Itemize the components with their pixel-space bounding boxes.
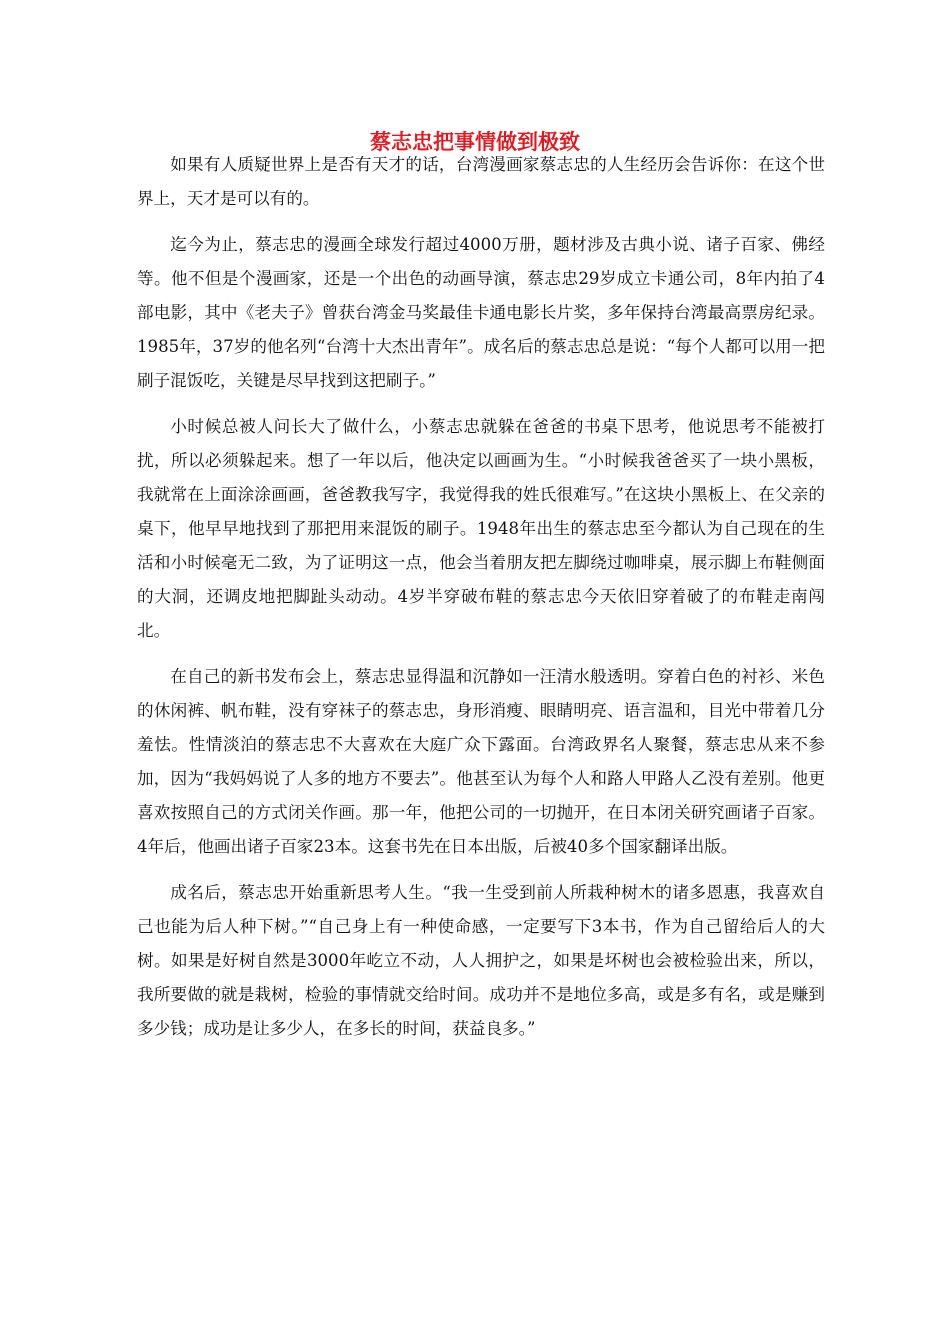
article-title: 蔡志忠把事情做到极致: [370, 129, 580, 154]
paragraph: 迄今为止，蔡志忠的漫画全球发行超过4000万册，题材涉及古典小说、诸子百家、佛经等。他不但是个漫画家，还是一个出色的动画导演，蔡志忠29岁成立卡通公司，8年内拍了4部电影，其中《老夫子》曾获台湾金马奖最佳卡通电影长片奖，多年保持台湾最高票房纪录。1985年，37岁的他名列“台湾十大杰出青年”。成名后的蔡志忠总是说：“每个人都可以用一把刷子混饭吃，关键是尽早找到这把刷子。”: [137, 235, 825, 390]
paragraph: 小时候总被人问长大了做什么，小蔡志忠就躲在爸爸的书桌下思考，他说思考不能被打扰，所以必须躲起来。想了一年以后，他决定以画画为生。“小时候我爸爸买了一块小黑板，我就常在上面涂涂画画，爸爸教我写字，我觉得我的姓氏很难写。”在这块小黑板上、在父亲的桌下，他早早地找到了那把用来混饭的刷子。1948年出生的蔡志忠至今都认为自己现在的生活和小时候毫无二致，为了证明这一点，他会当着朋友把左脚绕过咖啡桌，展示脚上布鞋侧面的大洞，还调皮地把脚趾头动动。4岁半穿破布鞋的蔡志忠今天依旧穿着破了的布鞋走南闯北。: [137, 417, 825, 640]
paragraph: 成名后，蔡志忠开始重新思考人生。“我一生受到前人所栽种树木的诸多恩惠，我喜欢自己也能为后人种下树。”“自己身上有一种使命感，一定要写下3本书，作为自己留给后人的大树。如果是好树自然是3000年屹立不动，人人拥护之，如果是坏树也会被检验出来，所以，我所要做的就是栽树，检验的事情就交给时间。成功并不是地位多高，或是多有名，或是赚到多少钱；成功是让多少人，在多长的时间，获益良多。”: [137, 883, 825, 1038]
paragraph: 在自己的新书发布会上，蔡志忠显得温和沉静如一汪清水般透明。穿着白色的衬衫、米色的休闲裤、帆布鞋，没有穿袜子的蔡志忠，身形消瘦、眼睛明亮、语言温和，目光中带着几分羞怯。性情淡泊的蔡志忠不大喜欢在大庭广众下露面。台湾政界名人聚餐，蔡志忠从来不参加，因为“我妈妈说了人多的地方不要去”。他甚至认为每个人和路人甲路人乙没有差别。他更喜欢按照自己的方式闭关作画。那一年，他把公司的一切抛开，在日本闭关研究画诸子百家。4年后，他画出诸子百家23本。这套书先在日本出版，后被40多个国家翻译出版。: [137, 667, 825, 856]
paragraph: 如果有人质疑世界上是否有天才的话，台湾漫画家蔡志忠的人生经历会告诉你：在这个世界上，天才是可以有的。: [137, 155, 825, 208]
article-body: [137, 148, 825, 1058]
